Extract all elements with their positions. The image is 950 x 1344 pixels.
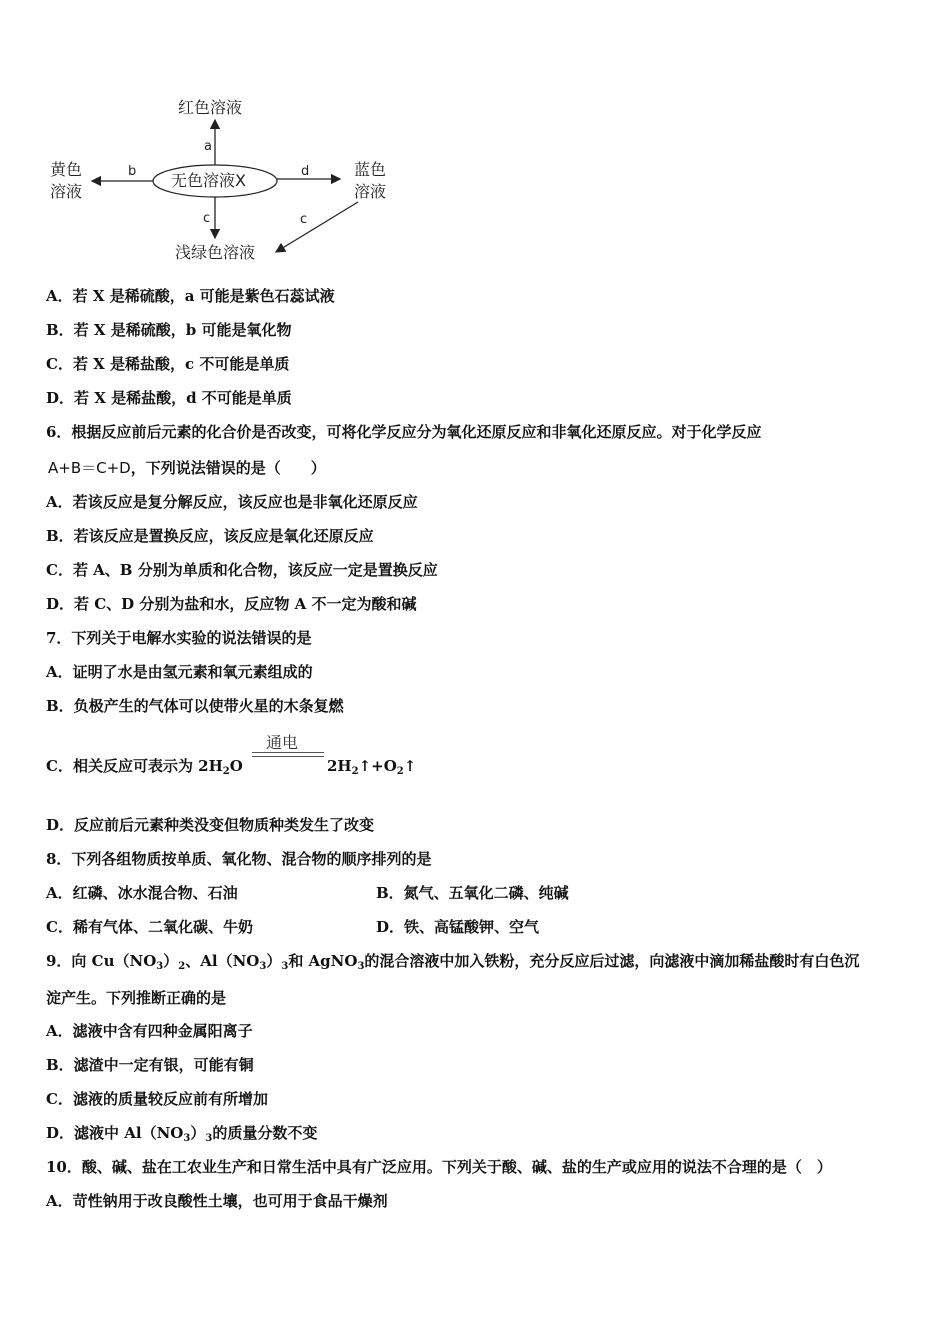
q9-d-text: D．滤液中 Al（NO: [46, 1124, 184, 1142]
q6-option-c: C．若 A、B 分别为单质和化合物，该反应一定是置换反应: [46, 561, 438, 579]
subscript: 3: [259, 961, 267, 972]
subscript: 2: [222, 766, 230, 777]
right-label-line1: 蓝色: [354, 160, 387, 179]
subscript: 2: [351, 766, 359, 777]
q7-option-b: B．负极产生的气体可以使带火星的木条复燃: [46, 697, 344, 715]
q6-option-a: A．若该反应是复分解反应，该反应也是非氧化还原反应: [46, 493, 418, 511]
q6-stem-line1: 6．根据反应前后元素的化合价是否改变，可将化学反应分为氧化还原反应和非氧化还原反应。对于化学反应: [46, 423, 762, 441]
edge-c2-label: c: [300, 212, 308, 227]
gas-arrow: ↑: [403, 757, 417, 775]
q10-option-a: A．苛性钠用于改良酸性土壤，也可用于食品干燥剂: [46, 1192, 388, 1210]
q9-text: ）: [163, 952, 179, 970]
edge-c1-label: c: [203, 211, 211, 226]
reaction-condition: [252, 730, 324, 770]
condition-label: 通电: [266, 733, 299, 752]
subscript: 3: [183, 1133, 191, 1144]
q8-option-c: C．稀有气体、二氧化碳、牛奶: [46, 918, 253, 936]
edge-b-label: b: [128, 164, 137, 179]
q7-stem: 7．下列关于电解水实验的说法错误的是: [46, 629, 312, 647]
q9-option-a: A．滤液中含有四种金属阳离子: [46, 1022, 253, 1040]
q6-formula: A+B＝C+D: [48, 459, 131, 477]
subscript: 3: [156, 961, 164, 972]
q6-stem-line2: [48, 458, 326, 478]
q7-c-reactant-o: O: [229, 757, 243, 775]
subscript: 3: [357, 961, 365, 972]
q9-stem-line2: 淀产生。下列推断正确的是: [46, 989, 227, 1007]
q5-option-c: C．若 X 是稀盐酸，c 不可能是单质: [46, 355, 290, 373]
q9-d-text: 的质量分数不变: [212, 1124, 318, 1142]
q5-option-a: A．若 X 是稀硫酸，a 可能是紫色石蕊试液: [46, 287, 335, 305]
q9-option-d: [46, 1123, 317, 1149]
top-label: 红色溶液: [178, 98, 243, 117]
subscript: 2: [178, 961, 186, 972]
subscript: 3: [281, 961, 289, 972]
q6-option-b: B．若该反应是置换反应，该反应是氧化还原反应: [46, 527, 374, 545]
q9-option-c: C．滤液的质量较反应前有所增加: [46, 1090, 268, 1108]
q9-text: ）: [266, 952, 282, 970]
left-label-line2: 溶液: [50, 182, 83, 201]
subscript: 2: [396, 766, 404, 777]
edge-a-label: a: [204, 139, 212, 154]
q9-option-b: B．滤渣中一定有银，可能有铜: [46, 1056, 254, 1074]
reaction-diagram: [40, 90, 420, 270]
q8-option-a: A．红磷、冰水混合物、石油: [46, 884, 238, 902]
q8-option-d: D．铁、高锰酸钾、空气: [376, 918, 540, 936]
q9-text: 的混合溶液中加入铁粉，充分反应后过滤，向滤液中滴加稀盐酸时有白色沉: [364, 952, 860, 970]
right-label-line2: 溶液: [354, 182, 387, 201]
q7-option-c-products: [327, 756, 416, 782]
equals-bar-top: [252, 752, 324, 753]
center-label: 无色溶液X: [171, 171, 246, 190]
product-o: ↑+O: [358, 757, 397, 775]
q5-option-d: D．若 X 是稀盐酸，d 不可能是单质: [46, 389, 292, 407]
subscript: 3: [205, 1133, 213, 1144]
arrow-c-diagonal: [276, 202, 358, 252]
q9-text: 、Al（NO: [185, 952, 260, 970]
bottom-label: 浅绿色溶液: [175, 243, 256, 262]
product-h: 2H: [327, 757, 352, 775]
q7-option-a: A．证明了水是由氢元素和氧元素组成的: [46, 663, 313, 681]
q8-stem: 8．下列各组物质按单质、氧化物、混合物的顺序排列的是: [46, 850, 432, 868]
q9-stem-line1: [46, 951, 859, 977]
q10-stem: 10．酸、碱、盐在工农业生产和日常生活中具有广泛应用。下列关于酸、碱、盐的生产或应用的说法不合理的是（ ）: [46, 1158, 832, 1176]
q9-text: 和 AgNO: [288, 952, 358, 970]
q6-option-d: D．若 C、D 分别为盐和水，反应物 A 不一定为酸和碱: [46, 595, 417, 613]
left-label-line1: 黄色: [50, 160, 83, 179]
edge-d-label: d: [301, 164, 310, 179]
q9-text: 9．向 Cu（NO: [46, 952, 157, 970]
q5-option-b: B．若 X 是稀硫酸，b 可能是氧化物: [46, 321, 292, 339]
q9-d-text: ）: [190, 1124, 206, 1142]
equals-bar-bottom: [252, 756, 324, 757]
q7-c-reactant: C．相关反应可表示为 2H: [46, 757, 223, 775]
q6-stem-tail: ，下列说法错误的是（ ）: [130, 459, 326, 477]
q7-option-c: [46, 756, 243, 782]
q7-option-d: D．反应前后元素种类没变但物质种类发生了改变: [46, 816, 375, 834]
q8-option-b: B．氮气、五氧化二磷、纯碱: [376, 884, 569, 902]
